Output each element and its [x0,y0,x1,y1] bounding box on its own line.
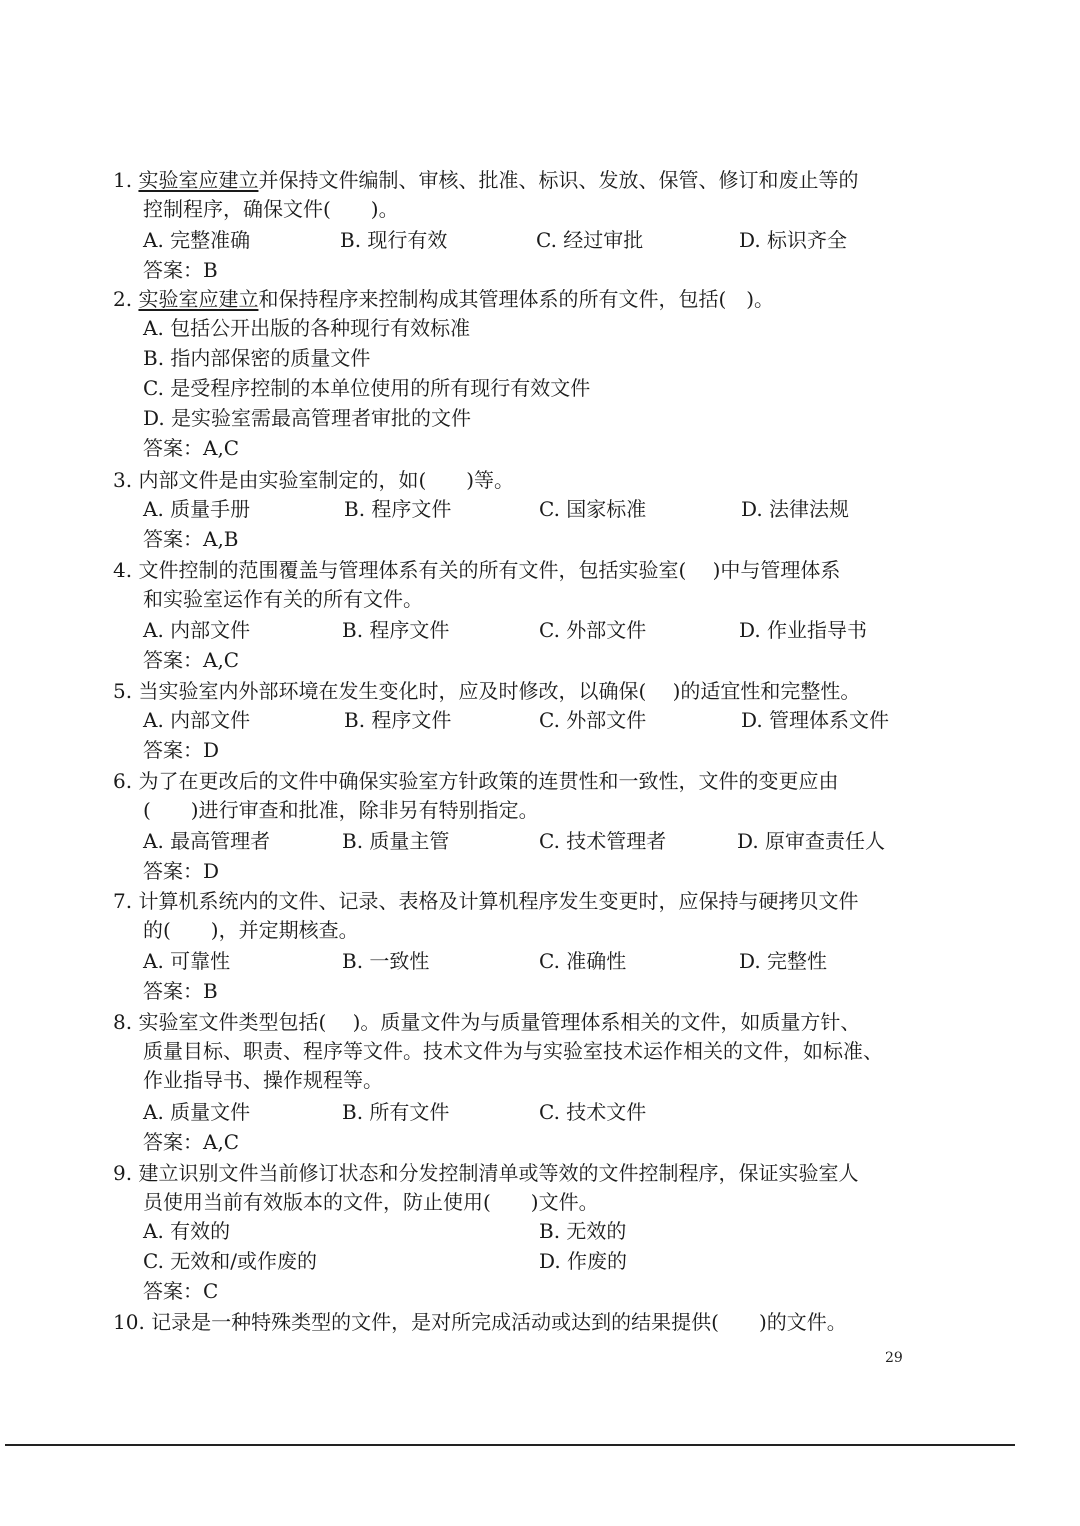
question-4-answer: 答案：A,C [143,648,240,672]
option-d: D. 是实验室需最高管理者审批的文件 [143,406,472,430]
question-2-line-1: 2. 实验室应建立和保持程序来控制构成其管理体系的所有文件，包括( )。 [113,287,775,311]
question-1-line-1: 1. 实验室应建立并保持文件编制、审核、批准、标识、发放、保管、修订和废止等的 [113,168,859,192]
option-a: A. 质量文件 [143,1100,251,1124]
question-3 [113,466,933,554]
question-9-line-2: 员使用当前有效版本的文件，防止使用( )文件。 [143,1190,599,1214]
question-5-line-1: 5. 当实验室内外部环境在发生变化时，应及时修改，以确保( )的适宜性和完整性。 [113,679,861,703]
question-1-options [143,226,933,256]
question-7-options [143,947,933,977]
question-6-line-2: ( )进行审查和批准，除非另有特别指定。 [143,798,539,822]
option-a: A. 内部文件 [143,708,251,732]
question-6-line-1: 6. 为了在更改后的文件中确保实验室方针政策的连贯性和一致性，文件的变更应由 [113,769,839,793]
option-d: D. 管理体系文件 [741,708,890,732]
bottom-divider [5,1444,1015,1446]
question-7-line-2: 的( )，并定期核查。 [143,918,359,942]
question-6-options [143,827,933,857]
question-9 [113,1159,933,1306]
question-9-options-row-1 [143,1217,933,1247]
question-2 [113,285,933,463]
option-a: A. 可靠性 [143,949,231,973]
option-c: C. 外部文件 [539,708,647,732]
option-b: B. 现行有效 [340,228,448,252]
question-1 [113,166,933,285]
question-7-answer: 答案：B [143,979,218,1003]
option-a: A. 完整准确 [143,228,251,252]
option-c: C. 技术管理者 [539,829,667,853]
option-b: B. 程序文件 [344,708,452,732]
option-d: D. 完整性 [739,949,828,973]
question-7-line-1: 7. 计算机系统内的文件、记录、表格及计算机程序发生变更时，应保持与硬拷贝文件 [113,889,859,913]
question-4-line-1: 4. 文件控制的范围覆盖与管理体系有关的所有文件，包括实验室( )中与管理体系 [113,558,841,582]
question-9-options-row-2 [143,1247,933,1277]
option-b: B. 所有文件 [342,1100,450,1124]
question-4-line-2: 和实验室运作有关的所有文件。 [143,587,423,611]
option-d: D. 法律法规 [741,497,850,521]
question-1-answer: 答案：B [143,258,218,282]
question-5-answer: 答案：D [143,738,220,762]
option-a: A. 包括公开出版的各种现行有效标准 [143,316,471,340]
question-10-line-1: 10. 记录是一种特殊类型的文件，是对所完成活动或达到的结果提供( )的文件。 [113,1310,847,1334]
option-d: D. 作业指导书 [739,618,868,642]
question-8-line-3: 作业指导书、操作规程等。 [143,1068,383,1092]
option-d: D. 标识齐全 [739,228,848,252]
option-d: D. 原审查责任人 [737,829,886,853]
option-a: A. 最高管理者 [143,829,271,853]
option-b: B. 质量主管 [342,829,450,853]
option-a: A. 质量手册 [143,497,251,521]
option-b: B. 一致性 [342,949,430,973]
question-6-answer: 答案：D [143,859,220,883]
question-4 [113,556,933,675]
option-a: A. 内部文件 [143,618,251,642]
question-5 [113,677,933,765]
question-6 [113,767,933,886]
page-number: 29 [885,1350,903,1366]
question-3-line-1: 3. 内部文件是由实验室制定的，如( )等。 [113,468,515,492]
option-d: D. 作废的 [539,1249,628,1273]
option-c: C. 外部文件 [539,618,647,642]
option-b: B. 无效的 [539,1219,627,1243]
option-b: B. 指内部保密的质量文件 [143,346,371,370]
question-5-options [143,706,933,736]
question-10 [113,1308,933,1337]
option-c: C. 国家标准 [539,497,647,521]
question-8-options [143,1098,933,1128]
option-c: C. 准确性 [539,949,627,973]
option-c: C. 无效和/或作废的 [143,1249,318,1273]
question-8-line-1: 8. 实验室文件类型包括( )。质量文件为与质量管理体系相关的文件，如质量方针、 [113,1010,861,1034]
question-8-line-2: 质量目标、职责、程序等文件。技术文件为与实验室技术运作相关的文件，如标准、 [143,1039,883,1063]
option-c: C. 技术文件 [539,1100,647,1124]
option-b: B. 程序文件 [342,618,450,642]
question-7 [113,887,933,1006]
question-8-answer: 答案：A,C [143,1130,240,1154]
option-c: C. 是受程序控制的本单位使用的所有现行有效文件 [143,376,591,400]
question-9-answer: 答案：C [143,1279,219,1303]
question-3-answer: 答案：A,B [143,527,239,551]
underlined-phrase: 实验室应建立 [138,168,259,192]
underlined-phrase: 实验室应建立 [138,287,259,311]
question-8 [113,1008,933,1157]
question-1-line-2: 控制程序，确保文件( )。 [143,197,399,221]
question-9-line-1: 9. 建立识别文件当前修订状态和分发控制清单或等效的文件控制程序，保证实验室人 [113,1161,859,1185]
option-c: C. 经过审批 [536,228,644,252]
question-4-options [143,616,933,646]
question-2-answer: 答案：A,C [143,436,240,460]
option-b: B. 程序文件 [344,497,452,521]
question-3-options [143,495,933,525]
option-a: A. 有效的 [143,1219,231,1243]
